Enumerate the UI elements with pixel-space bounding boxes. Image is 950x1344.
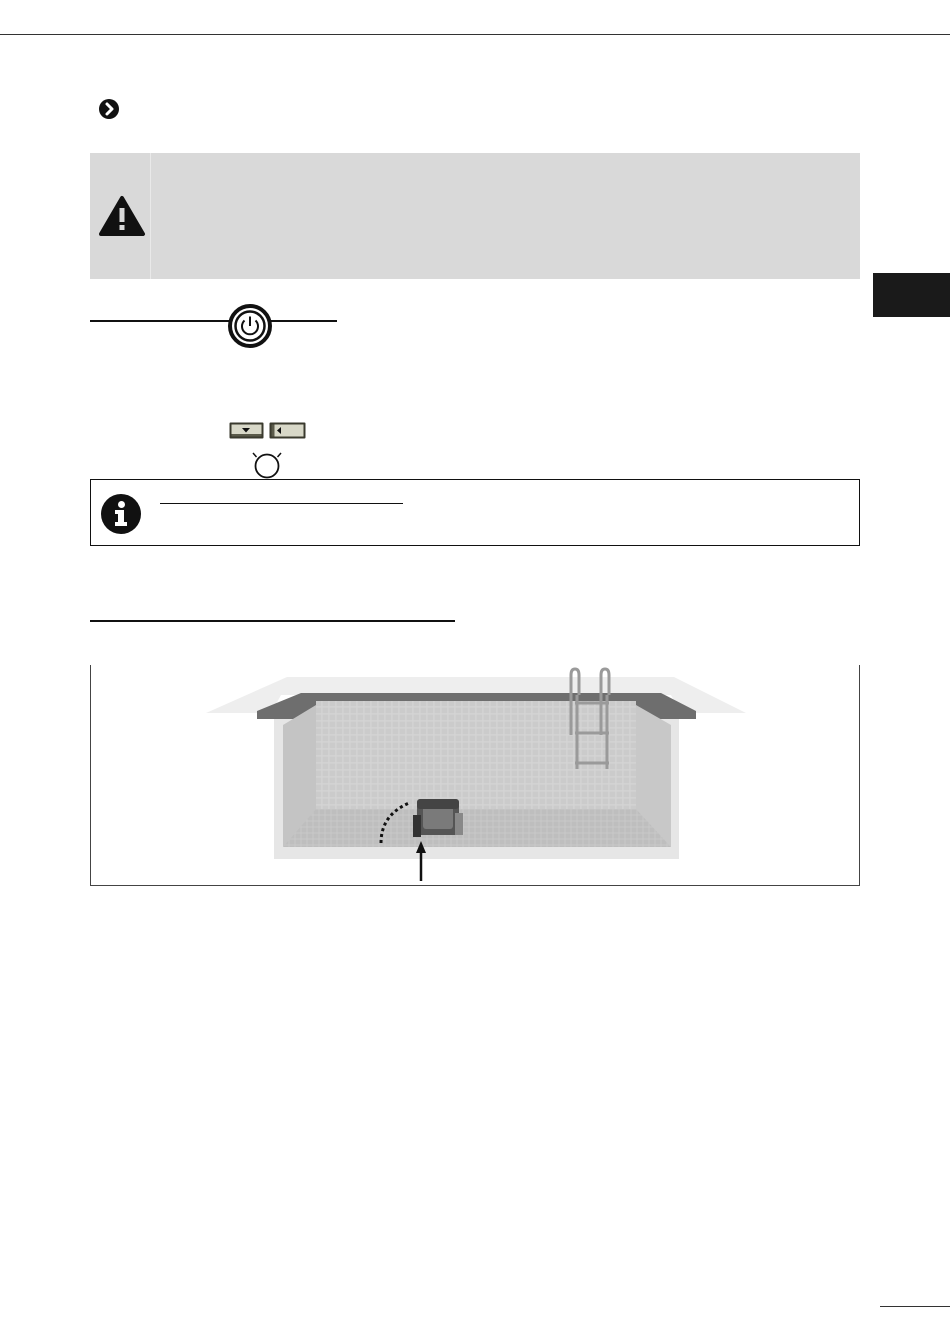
pool-floor [283,809,671,847]
info-icon [100,493,142,540]
section-heading-underline [90,320,337,322]
chapter-tab [873,273,950,317]
info-note-box [90,479,860,546]
wall-mode-icon [270,423,306,439]
info-heading-underline [160,503,403,504]
cleaning-robot-icon [413,799,463,837]
warning-triangle-icon [98,195,146,242]
floor-mode-icon [230,423,264,439]
warning-box [90,153,860,279]
cleaning-mode-icons [229,422,307,445]
pool-figure-frame [90,665,860,886]
pool-illustration [91,665,859,885]
pool-back-wall [316,701,636,809]
power-button-icon [228,304,272,353]
footer-rule [880,1306,950,1307]
figure-section-heading-underline [90,620,455,622]
chevron-right-icon [99,99,119,119]
header-rule [0,34,950,35]
